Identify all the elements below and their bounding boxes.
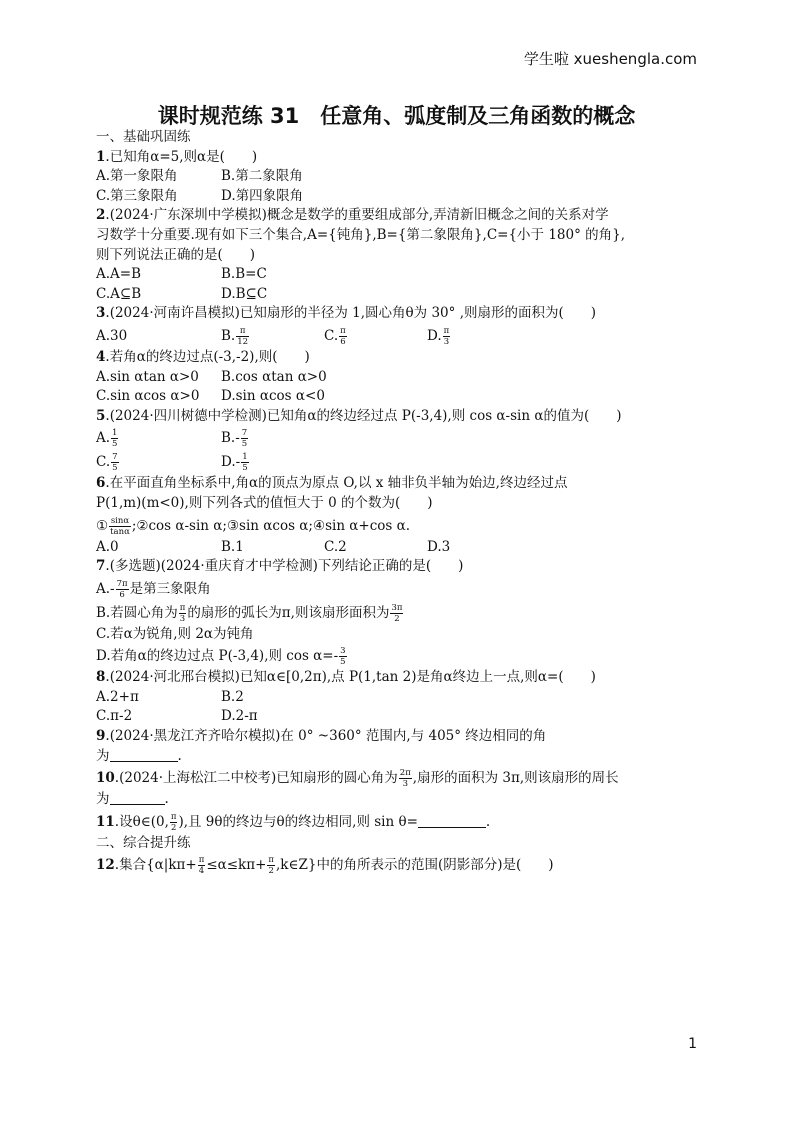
options-row [96, 265, 706, 285]
fraction: $\frac{7\pi}{6}$ [116, 578, 128, 600]
options-row [96, 285, 706, 305]
question-items: ① $\frac{\sin\alpha}{\tan\alpha}$ ;②cos α-sin α;③sin αcos α;④sin α+cos α. [96, 515, 411, 537]
option-c: C.A⊆B [96, 285, 142, 302]
section-heading-basic: 一、基础巩固练 [96, 129, 191, 145]
option-d: D.第四象限角 [221, 187, 304, 204]
question-stem: .若角α的终边过点(-3,-2),则( ) [105, 348, 310, 365]
fraction: $\frac{\sin\alpha}{\tan\alpha}$ [110, 515, 130, 537]
fraction: $\frac{\pi}{6}$ [340, 325, 346, 347]
answer-blank[interactable] [110, 790, 165, 805]
option-c: C. $\frac{\pi}{6}$ [324, 325, 346, 347]
question-8 [96, 668, 706, 688]
fraction: $\frac{\pi}{12}$ [237, 325, 249, 347]
option-a: A.A=B [96, 266, 142, 283]
question-stem-line: 则下列说法正确的是( ) [96, 246, 256, 263]
options-row [96, 450, 706, 474]
exercise-content [96, 128, 706, 877]
question-12: 12.集合{α|kπ+ $\frac{\pi}{4}$ ≤α≤kπ+ $\frac{\pi}{2}$ ,k∈Z}中的角所表示的范围(阴影部分)是( ) [96, 855, 554, 877]
question-stem-line: .(2024·黑龙江齐齐哈尔模拟)在 0° ~360° 范围内,与 405° 终边相同的角 [105, 728, 547, 745]
question-number: 10 [96, 770, 115, 787]
option-a: A.0 [96, 538, 119, 555]
option-a: A.sin αtan α>0 [96, 368, 199, 385]
option-c: C.sin αcos α>0 [96, 388, 200, 405]
options-row [96, 368, 706, 388]
question-number: 1 [96, 148, 106, 165]
answer-blank[interactable] [110, 747, 178, 762]
fraction: $\frac{7}{5}$ [112, 452, 118, 474]
fraction: $\frac{1}{5}$ [112, 428, 118, 450]
option-a: A. $\frac{1}{5}$ [96, 428, 118, 450]
option-c: C.第三象限角 [96, 187, 178, 204]
fraction: $\frac{3\pi}{2}$ [391, 602, 403, 624]
page-title: 课时规范练 31 任意角、弧度制及三角函数的概念 [157, 104, 636, 128]
question-stem-line: 习数学十分重要.现有如下三个集合,A={钝角},B={第二象限角},C={小于 180° 的角}, [96, 226, 626, 243]
options-row [96, 387, 706, 407]
question-stem: .(2024·河南许昌模拟)已知扇形的半径为 1,圆心角θ为 30° ,则扇形的面积为( ) [105, 305, 597, 322]
options-row [96, 426, 706, 450]
section-heading-advanced: 二、综合提升练 [96, 834, 191, 851]
question-4 [96, 348, 706, 368]
question-1 [96, 148, 706, 168]
answer-blank[interactable] [418, 813, 486, 828]
question-number: 4 [96, 348, 106, 365]
question-stem: .已知角α=5,则α是( ) [105, 148, 258, 165]
question-number: 2 [96, 207, 106, 224]
option-d: D. $\frac{\pi}{3}$ [427, 325, 450, 347]
option-d: D.2-π [221, 708, 258, 725]
fraction: $\frac{\pi}{2}$ [170, 811, 177, 833]
question-stem-line: 为 . [96, 747, 182, 764]
option-b: B. $\frac{\pi}{12}$ [221, 325, 249, 347]
question-11: 11.设θ∈(0, $\frac{\pi}{2}$ ),且 9θ的终边与θ的终边相同,则 sin θ= . [96, 811, 491, 833]
fraction: $\frac{\pi}{4}$ [198, 855, 205, 877]
options-row [96, 707, 706, 727]
fraction: $\frac{2\pi}{3}$ [399, 768, 411, 790]
question-10: 10.(2024·上海松江二中校考)已知扇形的圆心角为 $\frac{2\pi}{3}$ ,扇形的面积为 3π,则该扇形的周长 [96, 768, 619, 790]
question-number: 7 [96, 558, 106, 575]
question-stem-line: .在平面直角坐标系中,角α的顶点为原点 O,以 x 轴非负半轴为始边,终边经过点 [105, 475, 568, 492]
option-b: B.B=C [221, 266, 267, 283]
option-b: B.- $\frac{7}{5}$ [221, 428, 248, 450]
question-number: 9 [96, 728, 106, 745]
question-stem-line: 为 . [96, 791, 169, 808]
fraction: $\frac{3}{5}$ [340, 646, 346, 668]
fraction: $\frac{\pi}{3}$ [443, 325, 450, 347]
option-d: D.3 [427, 538, 451, 555]
fraction: $\frac{7}{5}$ [241, 428, 248, 450]
option-d: D.B⊆C [221, 285, 268, 302]
option-d: D.sin αcos α<0 [221, 388, 325, 405]
question-5 [96, 407, 706, 427]
question-number: 5 [96, 407, 106, 424]
option-c: C.π-2 [96, 708, 133, 725]
question-3 [96, 304, 706, 324]
options-row [96, 688, 706, 708]
option-d: D.- $\frac{1}{5}$ [221, 452, 248, 474]
question-number: 8 [96, 669, 106, 686]
question-9 [96, 727, 706, 747]
option-c: C.2 [324, 538, 347, 555]
option-b: B.cos αtan α>0 [221, 368, 327, 385]
option-b: B.第二象限角 [221, 168, 303, 185]
fraction: $\frac{\pi}{3}$ [179, 602, 186, 624]
options-row [96, 324, 706, 348]
fraction: $\frac{\pi}{2}$ [268, 855, 275, 877]
options-row [96, 187, 706, 207]
question-6 [96, 474, 706, 494]
option-a: A.2+π [96, 688, 139, 705]
question-stem: .(2024·四川树德中学检测)已知角α的终边经过点 P(-3,4),则 cos α-sin α的值为( ) [105, 407, 622, 424]
question-number: 11 [96, 813, 115, 830]
option-a: A.30 [96, 327, 128, 344]
option-c: C.若α为锐角,则 2α为钝角 [96, 625, 254, 642]
question-2 [96, 206, 706, 226]
option-b: B.若圆心角为 $\frac{\pi}{3}$ 的扇形的弧长为π,则该扇形面积为 $\frac{3\pi}{2}$ [96, 602, 403, 624]
question-stem-line: P(1,m)(m<0),则下列各式的值恒大于 0 的个数为( ) [96, 494, 433, 511]
watermark: 学生啦 xueshengla.com [523, 50, 697, 68]
option-d: D.若角α的终边过点 P(-3,4),则 cos α=- $\frac{3}{5}$ [96, 646, 346, 668]
options-row [96, 167, 706, 187]
question-stem-line: .(2024·广东深圳中学模拟)概念是数学的重要组成部分,弄清新旧概念之间的关系对学 [105, 207, 609, 224]
option-c: C. $\frac{7}{5}$ [96, 452, 118, 474]
question-7 [96, 557, 706, 577]
option-b: B.2 [221, 688, 244, 705]
option-b: B.1 [221, 538, 244, 555]
question-number: 12 [96, 857, 115, 874]
question-stem: .(多选题)(2024·重庆育才中学检测)下列结论正确的是( ) [105, 558, 464, 575]
page-number: 1 [688, 1036, 697, 1052]
option-a: A.第一象限角 [96, 168, 178, 185]
option-a: A.- $\frac{7\pi}{6}$ 是第三象限角 [96, 578, 211, 600]
question-stem: .(2024·河北邢台模拟)已知α∈[0,2π),点 P(1,tan 2)是角α终边上一点,则α=( ) [105, 669, 596, 686]
question-number: 6 [96, 475, 106, 492]
fraction: $\frac{1}{5}$ [242, 452, 248, 474]
options-row [96, 538, 706, 558]
question-number: 3 [96, 305, 106, 322]
